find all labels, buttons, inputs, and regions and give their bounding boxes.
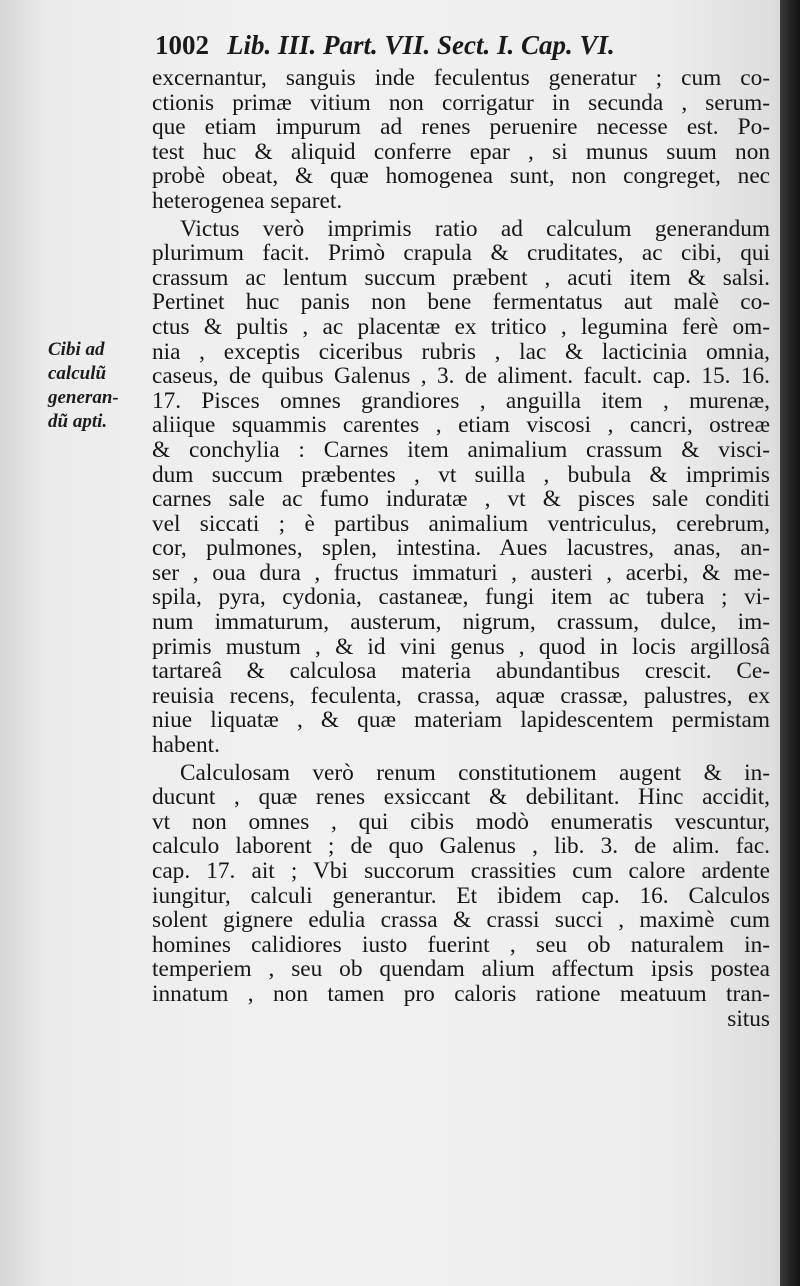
text-line: Pertinet huc panis non bene fermentatus aut malè co- [152,290,770,315]
paragraph-start-line: Calculosam verò renum constitutionem augent & in- [180,760,770,786]
margin-note-line: dũ apti. [48,411,108,432]
text-line: spila, pyra, cydonia, castaneæ, fungi item ac tubera ; vi- [152,585,770,611]
text-line: caseus, de quibus Galenus , 3. de aliment. facult. cap. 15. 16. [152,364,770,389]
text-line: solent gignere edulia crassa & crassi succi , maximè cum [152,908,770,933]
text-line: 17. Pisces omnes grandiores , anguilla item , murenæ, [152,388,770,414]
text-line: ducunt , quæ renes exsiccant & debilitant. Hinc accidit, [152,785,770,810]
text-line: primis mustum , & id vini genus , quod in locis argillosâ [152,634,770,660]
text-line: crassum ac lentum succum præbent , acuti item & salsi. [152,265,770,291]
text-line: innatum , non tamen pro caloris ratione meatuum tran- [152,981,770,1007]
text-line: cap. 17. ait ; Vbi succorum crassities cum calore ardente [152,859,770,884]
text-line: heterogenea separet. [152,188,343,214]
text-line: test huc & aliquid conferre epar , si munus suum non [152,139,770,165]
body-text [152,66,770,1031]
page-edge-shadow [780,0,800,1286]
text-line: que etiam impurum ad renes peruenire necesse est. Po- [152,115,770,140]
paragraph-start-line: Victus verò imprimis ratio ad calculum generandum [180,216,770,242]
page-number: 1002 [155,30,209,60]
text-line: ctus & pultis , ac placentæ ex tritico , legumina ferè om- [152,314,770,340]
margin-note [48,338,148,434]
page-header [155,30,770,66]
margin-note-line: calculũ [48,363,107,384]
text-line: probè obeat, & quæ homogenea sunt, non congreget, nec [152,164,770,189]
text-line: reuisia recens, feculenta, crassa, aquæ crassæ, palustres, ex [152,683,770,709]
text-line: vt non omnes , qui cibis modò enumeratis vescuntur, [152,809,770,835]
text-line: vel siccati ; è partibus animalium ventriculus, cerebrum, [152,511,770,537]
text-line: & conchylia : Carnes item animalium crassum & visci- [152,437,770,463]
text-line: iungitur, calculi generantur. Et ibidem cap. 16. Calculos [152,883,770,909]
text-line: niue liquatæ , & quæ materiam lapidescentem permistam [152,708,770,734]
text-line: plurimum facit. Primò crapula & cruditates, ac cibi, qui [152,241,770,266]
text-line: dum succum præbentes , vt suilla , bubula & imprimis [152,462,770,488]
text-line: aliique squammis carentes , etiam viscosi , cancri, ostreæ [152,413,770,438]
text-line: ser , oua dura , fructus immaturi , austeri , acerbi, & me- [152,560,770,586]
text-line: ctionis primæ vitium non corrigatur in secunda , serum- [152,90,770,116]
margin-note-line: Cibi ad [48,339,105,360]
running-title: Lib. III. Part. VII. Sect. I. Cap. VI. [227,30,615,60]
margin-note-line: generan- [48,387,119,408]
catchword: situs [727,1006,770,1032]
text-line: carnes sale ac fumo induratæ , vt & pisces sale conditi [152,487,770,512]
text-line: habent. [152,733,220,758]
text-line: homines calidiores iusto fuerint , seu ob naturalem in- [152,932,770,958]
text-line: cor, pulmones, splen, intestina. Aues lacustres, anas, an- [152,536,770,561]
text-line: nia , exceptis ciceribus rubris , lac & lacticinia omnia, [152,339,770,365]
text-line: tartareâ & calculosa materia abundantibus crescit. Ce- [152,659,770,684]
text-line: num immaturum, austerum, nigrum, crassum, dulce, im- [152,610,770,635]
text-line: temperiem , seu ob quendam alium affectum ipsis postea [152,957,770,982]
text-line: calculo laborent ; de quo Galenus , lib. 3. de alim. fac. [152,834,770,859]
text-line: excernantur, sanguis inde feculentus generatur ; cum co- [152,66,770,91]
